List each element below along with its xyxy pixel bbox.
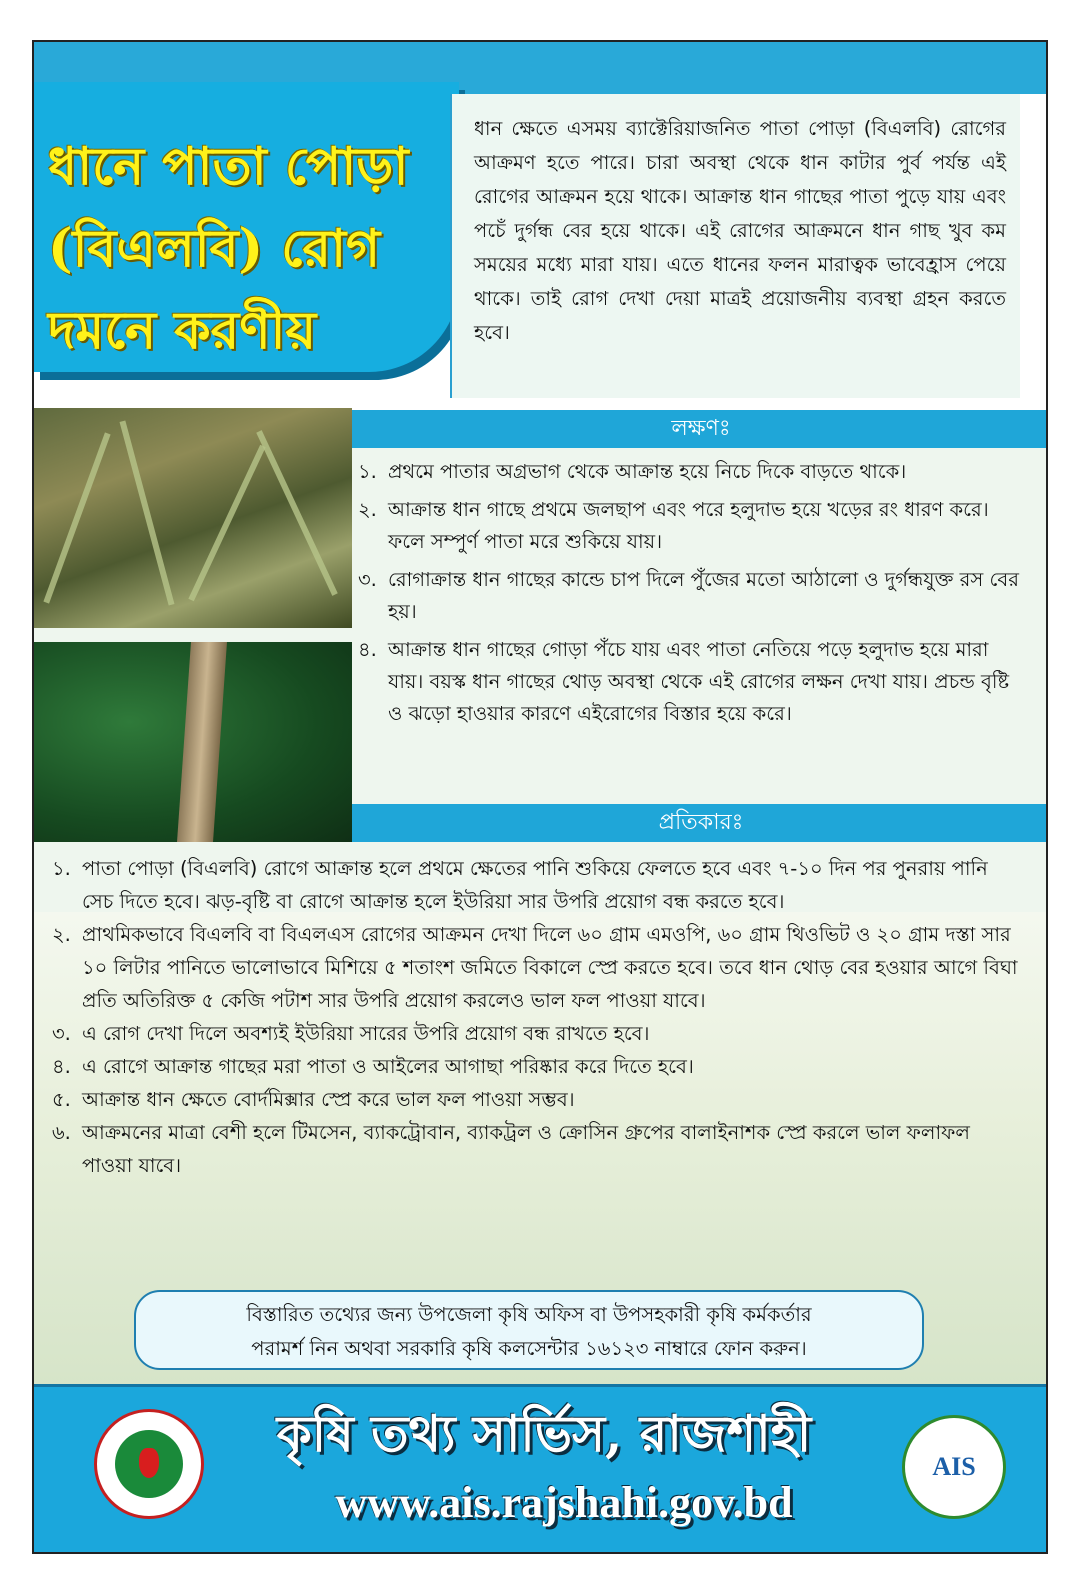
list-item: ১. প্রথমে পাতার অগ্রভাগ থেকে আক্রান্ত হয়ে নিচে দিকে বাড়তে থাকে।	[358, 460, 907, 483]
info-line-2: পরামর্শ নিন অথবা সরকারি কৃষি কলসেন্টার ১৬১২৩ নাম্বারে ফোন করুন।	[251, 1337, 807, 1360]
title-box	[34, 82, 459, 372]
list-item: ৩. এ রোগ দেখা দিলে অবশ্যই ইউরিয়া সারের উপরি প্রয়োগ বন্ধ রাখতে হবে।	[52, 1022, 650, 1045]
infected-leaf-photo	[34, 642, 352, 842]
intro-paragraph: ধান ক্ষেতে এসময় ব্যাক্টেরিয়াজনিত পাতা পোড়া (বিএলবি) রোগের আক্রমণ হতে পারে। চারা অবস্থা থেকে ধান কাটার পুর্ব পর্যন্ত এই রোগের আক্রমন হয়ে থাকে। আক্রান্ত ধান গাছের পাতা পুড়ে যায় এবং পচেঁ দুর্গন্ধ বের হয়ে থাকে। এই রোগের আক্রমনে ধান গাছ খুব কম সময়ের মধ্যে মারা যায়। এতে ধানের ফলন মারাত্বক ভাবেহ্রাস পেয়ে থাকে। তাই রোগ দেখা দেয়া মাত্রই প্রয়োজনীয় ব্যবস্থা গ্রহন করতে হবে।	[450, 94, 1020, 398]
list-item: ৫. আক্রান্ত ধান ক্ষেতে বোর্দমিক্সার স্প্রে করে ভাল ফল পাওয়া সম্ভব।	[52, 1088, 575, 1111]
diseased-rice-field-photo	[34, 408, 352, 628]
title-line-2: (বিএলবি) রোগ	[48, 218, 381, 279]
footer-band	[34, 1384, 1046, 1554]
list-item: ৬. আক্রমনের মাত্রা বেশী হলে টিমসেন, ব্যাকট্রোবান, ব্যাকট্রল ও ক্রোসিন গ্রুপের বালাইনাশক স্প্রে করলে ভাল ফলাফল পাওয়া যাবে।	[52, 1121, 970, 1177]
list-item: ২. প্রাথমিকভাবে বিএলবি বা বিএলএস রোগের আক্রমন দেখা দিলে ৬০ গ্রাম এমওপি, ৬০ গ্রাম থিওভিট ও ২০ গ্রাম দস্তা সার ১০ লিটার পানিতে ভালোভাবে মিশিয়ে ৫ শতাংশ জমিতে বিকালে স্প্রে করতে হবে। তবে ধান থোড় বের হওয়ার আগে বিঘা প্রতি অতিরিক্ত ৫ কেজি পটাশ সার উপরি প্রয়োগ করলেও ভাল ফল পাওয়া যাবে।	[52, 923, 1018, 1012]
ais-logo-text: AIS	[932, 1452, 976, 1481]
list-item: ১. পাতা পোড়া (বিএলবি) রোগে আক্রান্ত হলে প্রথমে ক্ষেতের পানি শুকিয়ে ফেলতে হবে এবং ৭-১০ দিন পর পুনরায় পানি সেচ দিতে হবে। ঝড়-বৃষ্টি বা রোগে আক্রান্ত হলে ইউরিয়া সার উপরি প্রয়োগ বন্ধ করতে হবে।	[52, 857, 988, 913]
info-line-1: বিস্তারিত তথ্যের জন্য উপজেলা কৃষি অফিস বা উপসহকারী কৃষি কর্মকর্তার	[246, 1303, 812, 1326]
organization-name: কৃষি তথ্য সার্ভিস, রাজশাহী	[276, 1404, 812, 1463]
remedies-heading: প্রতিকারঃ	[352, 804, 1048, 842]
poster	[32, 40, 1048, 1554]
bangladesh-government-seal-icon	[94, 1409, 204, 1519]
title-line-1: ধানে পাতা পোড়া	[48, 136, 409, 197]
title-line-3: দমনে করণীয়	[48, 300, 317, 361]
list-item: ৪. এ রোগে আক্রান্ত গাছের মরা পাতা ও আইলের আগাছা পরিষ্কার করে দিতে হবে।	[52, 1055, 694, 1078]
remedies-list	[52, 852, 1020, 1182]
list-item: ৩. রোগাক্রান্ত ধান গাছের কান্ডে চাপ দিলে পুঁজের মতো আঠালো ও দুর্গন্ধযুক্ত রস বের হয়।	[358, 568, 1019, 623]
symptoms-heading: লক্ষণঃ	[352, 410, 1048, 448]
website-url[interactable]: www.ais.rajshahi.gov.bd	[335, 1478, 793, 1527]
poster-title	[48, 126, 448, 372]
info-callout	[134, 1290, 924, 1370]
list-item: ৪. আক্রান্ত ধান গাছের গোড়া পঁচে যায় এবং পাতা নেতিয়ে পড়ে হলুদাভ হয়ে মারা যায়। বয়স্ক ধান গাছের থোড় অবস্থা থেকে এই রোগের লক্ষন দেখা যায়। প্রচন্ড বৃষ্টি ও ঝড়ো হাওয়ার কারণে এইরোগের বিস্তার হয়ে করে।	[358, 638, 1010, 725]
header-band	[34, 42, 1046, 410]
ais-logo-icon	[902, 1415, 1006, 1519]
symptoms-list	[358, 456, 1028, 736]
list-item: ২. আক্রান্ত ধান গাছে প্রথমে জলছাপ এবং পরে হলুদাভ হয়ে খড়ের রং ধারণ করে। ফলে সম্পুর্ণ পাতা মরে শুকিয়ে যায়।	[358, 498, 989, 553]
